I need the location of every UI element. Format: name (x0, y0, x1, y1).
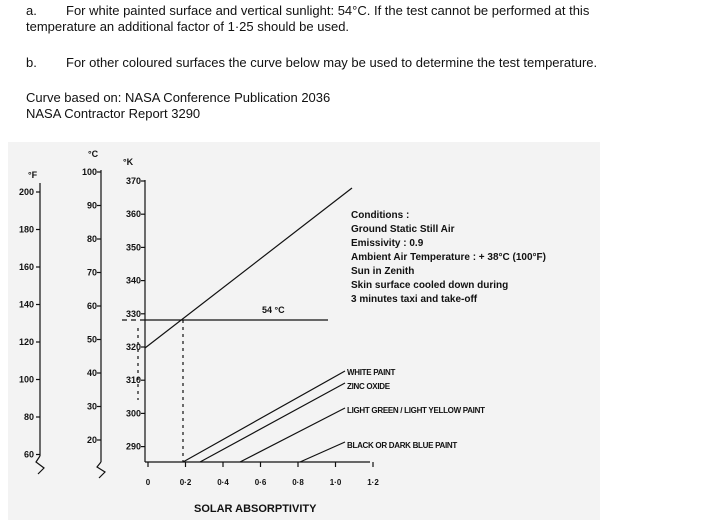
item-a-line1: For white painted surface and vertical sunlight: 54°C. If the test cannot be performed at this (66, 3, 590, 18)
paint-label-zinc: ZINC OXIDE (347, 382, 390, 391)
conditions-title: Conditions : (351, 210, 410, 221)
celsius-tick-label: 90 (86, 200, 97, 211)
source-line2: NASA Contractor Report 3290 (26, 106, 201, 121)
item-b-marker: b. (26, 55, 37, 70)
kelvin-tick-label: 330 (125, 308, 141, 319)
condition-line-2: Emissivity : 0.9 (351, 238, 424, 249)
kelvin-unit-label: °K (123, 157, 134, 167)
kelvin-tick-label: 310 (125, 375, 141, 386)
kelvin-tick-label: 350 (125, 242, 141, 253)
x-axis-label: SOLAR ABSORPTIVITY (194, 503, 317, 515)
fahrenheit-tick-label: 200 (18, 187, 34, 197)
absorptivity-tick-label: 0 (145, 478, 151, 487)
condition-line-4: Sun in Zenith (351, 266, 415, 277)
kelvin-tick-label: 340 (125, 275, 141, 286)
absorptivity-tick-label: 0·8 (292, 478, 304, 487)
fahrenheit-tick-label: 160 (18, 262, 34, 272)
absorptivity-tick-label: 1·2 (367, 478, 379, 487)
celsius-unit-label: °C (88, 149, 99, 159)
condition-line-3: Ambient Air Temperature : + 38°C (100°F) (351, 252, 546, 263)
absorptivity-tick-label: 0·6 (254, 478, 267, 487)
chart-background (8, 142, 600, 520)
celsius-tick-label: 20 (86, 435, 97, 445)
celsius-tick-label: 50 (86, 334, 97, 345)
fahrenheit-tick-label: 140 (18, 299, 34, 310)
fahrenheit-tick-label: 80 (23, 412, 34, 422)
absorptivity-tick-label: 0·2 (179, 478, 192, 487)
celsius-tick-label: 100 (81, 167, 97, 177)
condition-line-5: Skin surface cooled down during (351, 280, 509, 291)
kelvin-tick-label: 290 (125, 441, 141, 452)
kelvin-tick-label: 370 (125, 176, 141, 186)
absorptivity-tick-label: 0·4 (217, 478, 229, 487)
item-a-marker: a. (26, 3, 37, 18)
fahrenheit-tick-label: 100 (18, 374, 34, 385)
item-a-line2: temperature an additional factor of 1·25 should be used. (26, 19, 350, 34)
fahrenheit-tick-label: 60 (23, 449, 34, 460)
paint-label-black: BLACK OR DARK BLUE PAINT (347, 441, 457, 450)
condition-line-1: Ground Static Still Air (351, 224, 455, 235)
kelvin-tick-label: 320 (125, 342, 141, 352)
celsius-tick-label: 60 (86, 301, 97, 311)
absorptivity-tick-label: 1·0 (329, 478, 342, 487)
fahrenheit-unit-label: °F (28, 170, 38, 180)
paint-label-white: WHITE PAINT (347, 368, 396, 377)
kelvin-tick-label: 300 (125, 408, 141, 419)
celsius-tick-label: 70 (86, 267, 97, 278)
fahrenheit-tick-label: 120 (18, 337, 34, 347)
celsius-tick-label: 40 (86, 368, 97, 378)
fahrenheit-tick-label: 180 (18, 224, 34, 235)
paint-label-light-green: LIGHT GREEN / LIGHT YELLOW PAINT (347, 406, 485, 415)
source-line1: Curve based on: NASA Conference Publication 2036 (26, 90, 331, 105)
celsius-tick-label: 30 (86, 401, 97, 412)
condition-line-6: 3 minutes taxi and take-off (351, 294, 478, 305)
reference-line-label: 54 °C (262, 305, 285, 315)
item-b-text: For other coloured surfaces the curve below may be used to determine the test temperature. (66, 55, 598, 70)
celsius-tick-label: 80 (86, 234, 97, 244)
kelvin-tick-label: 360 (125, 209, 141, 220)
